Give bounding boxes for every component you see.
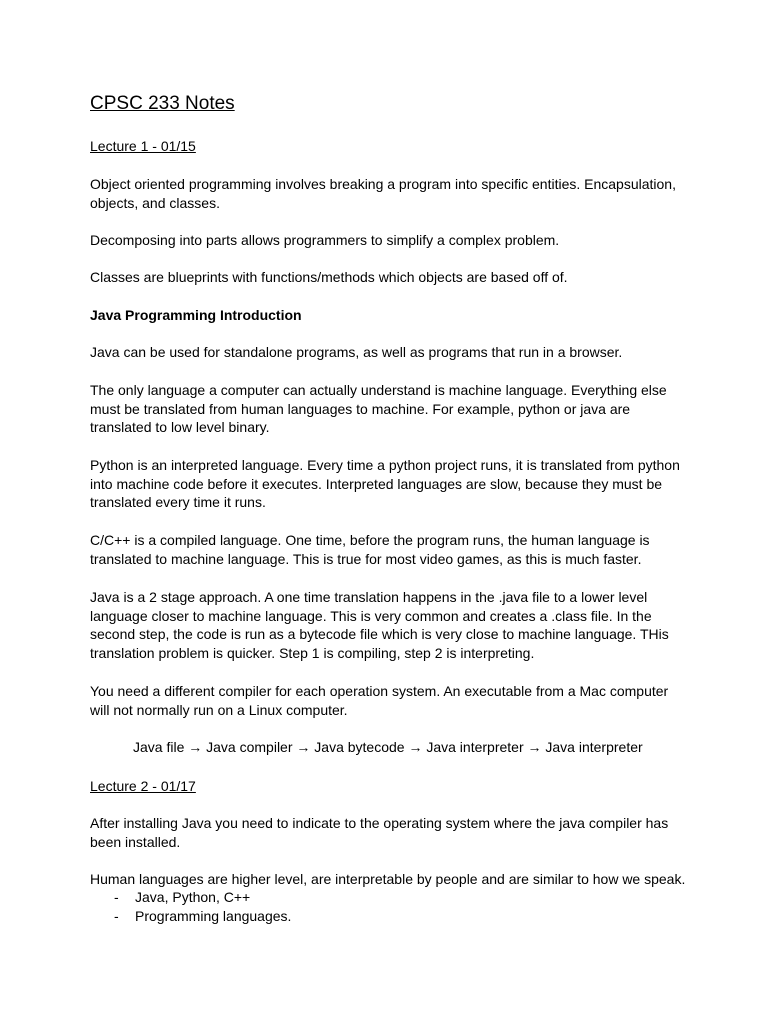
paragraph-decomposing (90, 231, 690, 250)
paragraph-line: must be translated from human languages to machine. For example, python or java are (90, 400, 631, 417)
document-title: CPSC 233 Notes (90, 93, 235, 114)
bullet-dash: - (114, 889, 119, 905)
paragraph-line: Human languages are higher level, are interpretable by people and are similar to how we speak. (90, 871, 686, 887)
bullet-dash: - (114, 907, 119, 924)
paragraph-line: translation problem is quicker. Step 1 is compiling, step 2 is interpreting. (90, 644, 535, 661)
paragraph-line: Decomposing into parts allows programmers to simplify a complex problem. (90, 232, 560, 248)
paragraph-line: Java is a 2 stage approach. A one time translation happens in the .java file to a lower level (90, 589, 648, 605)
paragraph-line: translated every time it runs. (90, 494, 266, 511)
paragraph-compiler-per-os (90, 682, 690, 719)
list-item (90, 907, 291, 926)
paragraph-installing-java (90, 814, 690, 851)
paragraph-line: objects, and classes. (90, 194, 220, 211)
list-item-text: Programming languages. (135, 907, 292, 924)
paragraph-line: into machine code before it executes. Interpreted languages are slow, because they must be (90, 475, 663, 492)
paragraph-line: C/C++ is a compiled language. One time, before the program runs, the human language is (90, 532, 650, 548)
paragraph-line: translated to machine language. This is true for most video games, as this is much faster. (90, 550, 642, 567)
paragraph-oop (90, 175, 690, 212)
paragraph-line: language closer to machine language. This is very common and creates a .class file. In the (90, 607, 652, 624)
paragraph-line: Java can be used for standalone programs, as well as programs that run in a browser. (90, 344, 623, 360)
paragraph-classes (90, 268, 690, 287)
section-heading-java-intro: Java Programming Introduction (90, 307, 302, 323)
paragraph-human-languages (90, 870, 690, 889)
paragraph-line: translated to low level binary. (90, 419, 270, 436)
paragraph-c-compiled (90, 531, 690, 568)
paragraph-line: second step, the code is run as a bytecode file which is very close to machine language. THis (90, 626, 669, 643)
paragraph-python-interpreted (90, 456, 690, 512)
paragraph-machine-language (90, 381, 690, 437)
list-item-text: Java, Python, C++ (135, 889, 251, 905)
language-bullet-list (90, 888, 291, 925)
java-pipeline-flow: Java file → Java compiler → Java bytecode → Java interpreter → Java interpreter (133, 739, 643, 755)
lecture-2-heading: Lecture 2 - 01/17 (90, 778, 196, 794)
paragraph-line: will not normally run on a Linux computer. (90, 701, 348, 718)
paragraph-line: You need a different compiler for each operation system. An executable from a Mac computer (90, 683, 669, 699)
paragraph-line: Object oriented programming involves breaking a program into specific entities. Encapsulation, (90, 176, 676, 192)
paragraph-line: Python is an interpreted language. Every time a python project runs, it is translated from python (90, 457, 680, 473)
paragraph-java-two-stage (90, 588, 690, 662)
paragraph-line: After installing Java you need to indicate to the operating system where the java compiler has (90, 815, 669, 831)
list-item (90, 888, 291, 907)
paragraph-line: The only language a computer can actually understand is machine language. Everything else (90, 382, 667, 398)
paragraph-line: been installed. (90, 833, 181, 850)
paragraph-line: Classes are blueprints with functions/methods which objects are based off of. (90, 269, 568, 285)
paragraph-java-standalone (90, 343, 690, 362)
lecture-1-heading: Lecture 1 - 01/15 (90, 138, 196, 154)
